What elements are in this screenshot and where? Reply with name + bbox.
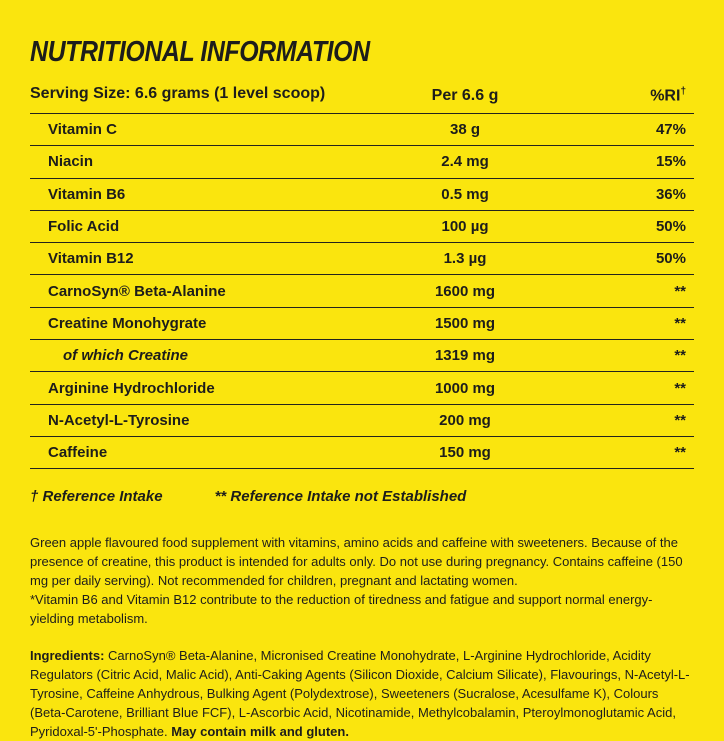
nutrient-amount: 1500 mg [434,314,496,332]
table-row [30,211,694,243]
nutrient-amount: 38 g [449,121,480,139]
table-row [30,146,694,178]
nutrient-name: Creatine Monohygrate [48,314,207,332]
nutrient-name: Caffeine [48,444,108,462]
nutrient-name: N-Acetyl-L-Tyrosine [48,411,190,429]
nutrient-name: Folic Acid [48,218,120,236]
nutrient-name: Arginine Hydrochloride [48,379,215,397]
nutrient-name: of which Creatine [63,347,189,365]
nutrient-amount: 2.4 mg [441,153,489,171]
nutrient-amount: 150 mg [439,444,491,462]
ri-dagger-symbol: † [680,85,686,97]
nutrient-ri: 36% [655,185,686,203]
vitamin-claim-text: *Vitamin B6 and Vitamin B12 contribute to the reduction of tiredness and fatigue and support normal energy-yielding metabolism. [30,592,653,627]
nutrient-ri: ** [674,444,686,462]
ingredients-list: CarnoSyn® Beta-Alanine, Micronised Creatine Monohydrate, L-Arginine Hydrochloride, Acidity Regulators (Citric Acid, Malic Acid), Anti-Caking Agents (Silicon Dioxide, Calcium Silicate), Flavourings, N-Acetyl-L-Tyrosine, Caffeine Anhydrous, Bulking Agent (Polydextrose), Sweeteners (Sucralose, Acesulfame K), Colours (Beta-Carotene, Brilliant Blue FCF), L-Ascorbic Acid, Nicotinamide, Methylcobalamin, Pteroylmonoglutamic Acid, Pyridoxal-5'-Phosphate. [30,648,690,740]
nutrient-ri: ** [674,411,686,429]
nutrient-ri: 47% [655,121,686,139]
serving-size-text: Serving Size: 6.6 grams (1 level scoop) [30,85,326,102]
nutrient-amount: 1600 mg [434,282,496,300]
table-header-row [30,85,694,113]
nutrient-ri: ** [674,282,686,300]
nutrient-amount: 1.3 µg [443,250,487,268]
ri-label: %RI [650,87,681,104]
nutrient-amount: 1319 mg [434,347,496,365]
nutrient-ri: ** [674,379,686,397]
nutrient-ri: 50% [655,218,686,236]
nutrient-name: CarnoSyn® Beta-Alanine [48,282,226,300]
column-header-per-serving: Per 6.6 g [431,87,499,104]
table-row [30,179,694,211]
nutrient-amount: 1000 mg [434,379,496,397]
table-row [30,340,694,372]
nutrient-name: Vitamin B6 [48,185,126,203]
table-row [30,437,694,469]
nutrient-ri: 15% [655,153,686,171]
column-header-ri [590,86,694,105]
description-block [30,533,694,628]
footnote-not-established: ** Reference Intake not Established [214,488,467,506]
table-row [30,275,694,307]
ingredients-label: Ingredients: [30,648,105,664]
nutrient-ri: 50% [655,250,686,268]
nutrient-name: Vitamin C [48,121,117,139]
nutrient-amount: 0.5 mg [441,185,489,203]
nutrient-name: Niacin [48,153,94,171]
footnote-reference-intake: † Reference Intake [30,488,163,506]
table-row [30,114,694,146]
table-row [30,372,694,404]
table-row [30,308,694,340]
nutrient-ri: ** [674,314,686,332]
description-text: Green apple flavoured food supplement with vitamins, amino acids and caffeine with sweeteners. Because of the presence of creatine, this product is intended for adults only. Do not use during pregnancy. Contains caffeine (150 mg per daily serving). Not recommended for children, pregnant and lactating women. [30,535,683,589]
table-row [30,405,694,437]
ingredients-paragraph [30,646,694,741]
nutrient-ri: ** [674,347,686,365]
nutrition-table [30,113,694,469]
allergen-statement: May contain milk and gluten. [167,724,349,740]
table-row [30,243,694,275]
nutrient-amount: 200 mg [439,411,491,429]
nutrient-amount: 100 µg [441,218,489,236]
page-title: NUTRITIONAL INFORMATION [30,36,370,68]
footnotes [30,488,694,505]
nutrient-name: Vitamin B12 [48,250,134,268]
